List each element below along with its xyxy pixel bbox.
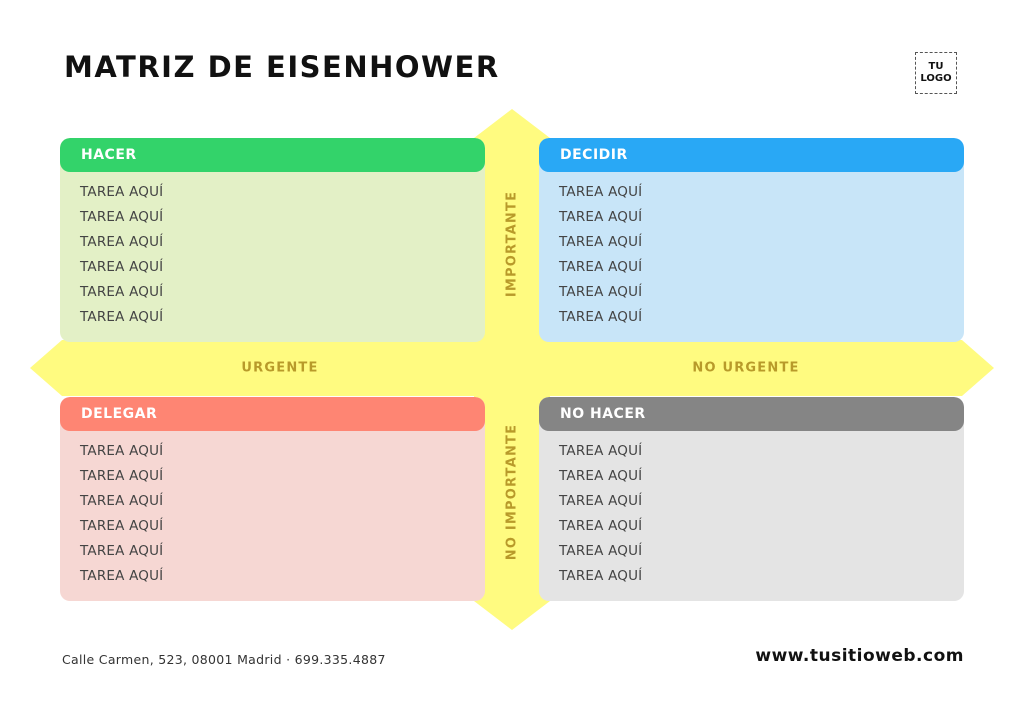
task-item[interactable]: TAREA AQUÍ xyxy=(559,443,643,459)
task-item[interactable]: TAREA AQUÍ xyxy=(80,309,164,325)
quadrant-no-hacer xyxy=(539,397,964,601)
quadrant-hacer xyxy=(60,138,485,342)
task-item[interactable]: TAREA AQUÍ xyxy=(559,234,643,250)
task-item[interactable]: TAREA AQUÍ xyxy=(559,309,643,325)
logo-placeholder: TU LOGO xyxy=(915,52,957,94)
task-item[interactable]: TAREA AQUÍ xyxy=(559,543,643,559)
task-item[interactable]: TAREA AQUÍ xyxy=(559,568,643,584)
page-title: MATRIZ DE EISENHOWER xyxy=(64,50,500,84)
task-list xyxy=(539,172,964,330)
quadrant-header-delegar: DELEGAR xyxy=(60,397,485,431)
task-list xyxy=(60,431,485,589)
quadrant-header-hacer: HACER xyxy=(60,138,485,172)
quadrant-delegar xyxy=(60,397,485,601)
task-list xyxy=(60,172,485,330)
task-item[interactable]: TAREA AQUÍ xyxy=(80,543,164,559)
task-item[interactable]: TAREA AQUÍ xyxy=(559,518,643,534)
task-item[interactable]: TAREA AQUÍ xyxy=(559,493,643,509)
task-item[interactable]: TAREA AQUÍ xyxy=(80,184,164,200)
task-item[interactable]: TAREA AQUÍ xyxy=(80,518,164,534)
axis-label-no-urgente: NO URGENTE xyxy=(692,360,800,376)
task-item[interactable]: TAREA AQUÍ xyxy=(559,284,643,300)
task-item[interactable]: TAREA AQUÍ xyxy=(80,443,164,459)
task-item[interactable]: TAREA AQUÍ xyxy=(559,184,643,200)
task-item[interactable]: TAREA AQUÍ xyxy=(80,284,164,300)
task-item[interactable]: TAREA AQUÍ xyxy=(80,259,164,275)
axis-label-urgente: URGENTE xyxy=(241,360,319,376)
footer-website[interactable]: www.tusitioweb.com xyxy=(755,646,964,666)
quadrant-header-no-hacer: NO HACER xyxy=(539,397,964,431)
axis-label-no-importante: NO IMPORTANTE xyxy=(504,423,520,561)
task-item[interactable]: TAREA AQUÍ xyxy=(80,568,164,584)
footer-address: Calle Carmen, 523, 08001 Madrid · 699.335.4887 xyxy=(62,652,386,667)
task-item[interactable]: TAREA AQUÍ xyxy=(559,209,643,225)
task-item[interactable]: TAREA AQUÍ xyxy=(80,209,164,225)
task-item[interactable]: TAREA AQUÍ xyxy=(559,468,643,484)
task-list xyxy=(539,431,964,589)
task-item[interactable]: TAREA AQUÍ xyxy=(80,234,164,250)
quadrant-header-decidir: DECIDIR xyxy=(539,138,964,172)
task-item[interactable]: TAREA AQUÍ xyxy=(80,493,164,509)
quadrant-decidir xyxy=(539,138,964,342)
task-item[interactable]: TAREA AQUÍ xyxy=(559,259,643,275)
task-item[interactable]: TAREA AQUÍ xyxy=(80,468,164,484)
axis-label-importante: IMPORTANTE xyxy=(504,190,520,298)
